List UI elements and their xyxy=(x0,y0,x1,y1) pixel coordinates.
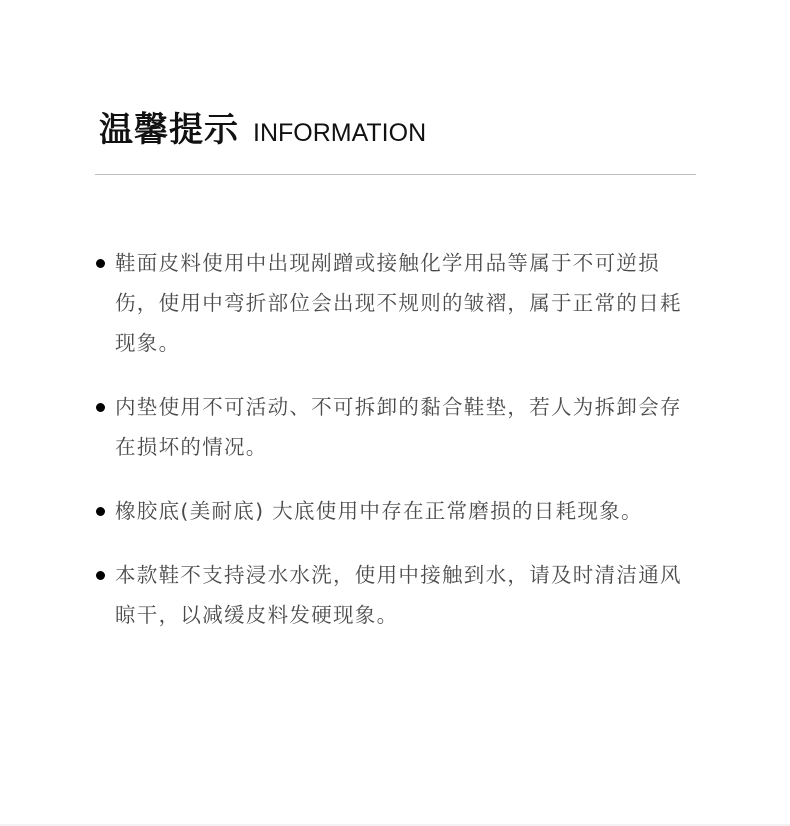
bullet-dot-icon xyxy=(96,507,105,516)
notes-list xyxy=(96,243,696,659)
bullet-dot-icon xyxy=(96,259,105,268)
list-item xyxy=(96,555,696,635)
section-subtitle: INFORMATION xyxy=(253,119,427,147)
note-text: 橡胶底(美耐底) 大底使用中存在正常磨损的日耗现象。 xyxy=(115,499,643,523)
section-header xyxy=(99,102,426,151)
list-item xyxy=(96,243,696,363)
section-title: 温馨提示 xyxy=(99,110,239,150)
bullet-dot-icon xyxy=(96,571,105,580)
list-item xyxy=(96,491,696,531)
note-text: 鞋面皮料使用中出现剐蹭或接触化学用品等属于不可逆损伤，使用中弯折部位会出现不规则的皱褶，属于正常的日耗现象。 xyxy=(115,251,682,355)
header-divider xyxy=(95,174,696,175)
note-text: 本款鞋不支持浸水水洗，使用中接触到水，请及时清洁通风晾干，以减缓皮料发硬现象。 xyxy=(115,563,682,627)
note-text: 内垫使用不可活动、不可拆卸的黏合鞋垫，若人为拆卸会存在损坏的情况。 xyxy=(115,395,682,459)
list-item xyxy=(96,387,696,467)
bullet-dot-icon xyxy=(96,403,105,412)
